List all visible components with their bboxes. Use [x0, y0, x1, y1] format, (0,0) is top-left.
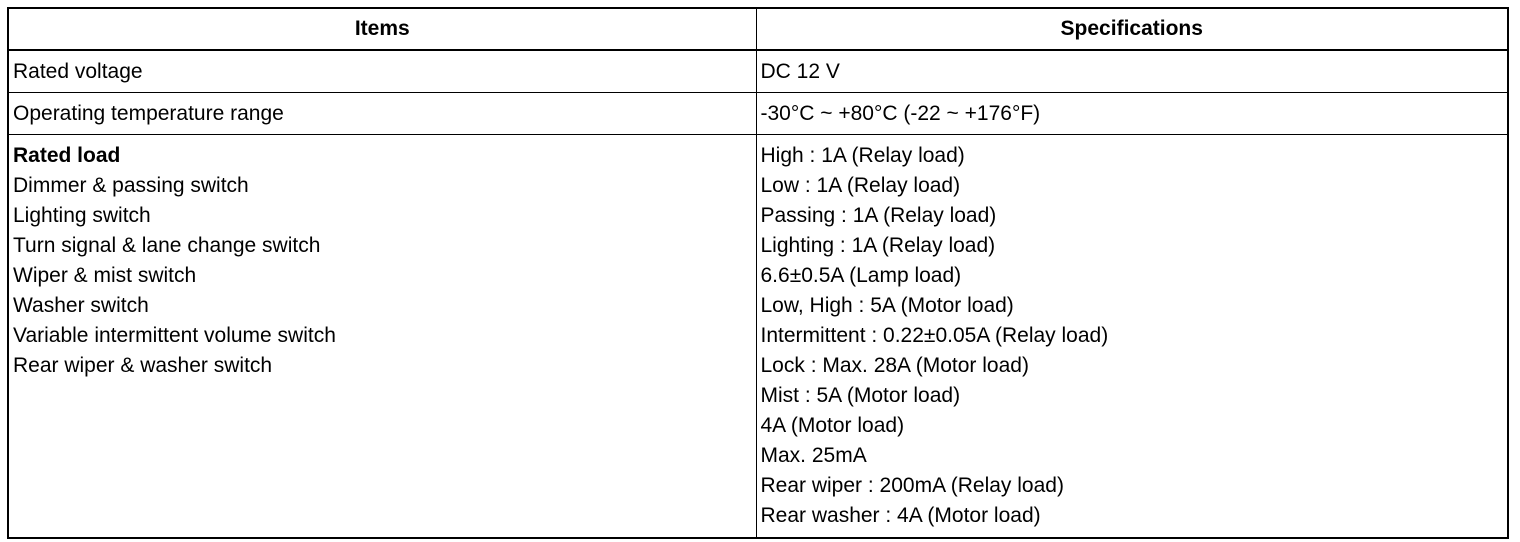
specifications-table [7, 7, 1509, 539]
rated-load-spec: Lighting : 1A (Relay load) [760, 234, 996, 257]
rated-load-item: Variable intermittent volume switch [13, 324, 336, 347]
rated-load-heading: Rated load [13, 144, 121, 167]
rated-load-item: Dimmer & passing switch [13, 174, 249, 197]
header-items: Items [8, 8, 756, 50]
rated-load-spec: Lock : Max. 28A (Motor load) [760, 354, 1029, 377]
rated-load-spec: Passing : 1A (Relay load) [760, 204, 997, 227]
rated-load-specs-cell [756, 135, 1508, 539]
item-cell: Operating temperature range [8, 93, 756, 135]
rated-load-item: Washer switch [13, 294, 149, 317]
header-row [8, 8, 1508, 50]
rated-load-item: Rear wiper & washer switch [13, 354, 273, 377]
spec-cell: DC 12 V [756, 50, 1508, 93]
spec-cell: -30°C ~ +80°C (-22 ~ +176°F) [756, 93, 1508, 135]
rated-load-spec: Intermittent : 0.22±0.05A (Relay load) [760, 324, 1109, 347]
rated-load-spec: Low : 1A (Relay load) [760, 174, 961, 197]
header-specifications: Specifications [756, 8, 1508, 50]
rated-load-items-cell [8, 135, 756, 539]
rated-load-spec: Rear wiper : 200mA (Relay load) [760, 474, 1064, 497]
rated-load-spec: High : 1A (Relay load) [760, 144, 965, 167]
table-row [8, 93, 1508, 135]
rated-load-spec: 4A (Motor load) [760, 414, 905, 437]
rated-load-spec: Low, High : 5A (Motor load) [760, 294, 1014, 317]
item-cell: Rated voltage [8, 50, 756, 93]
table-row [8, 50, 1508, 93]
rated-load-spec: Rear washer : 4A (Motor load) [760, 504, 1041, 527]
rated-load-row [8, 135, 1508, 539]
rated-load-item: Lighting switch [13, 204, 151, 227]
rated-load-spec: Max. 25mA [760, 444, 867, 467]
rated-load-item: Turn signal & lane change switch [13, 234, 321, 257]
rated-load-spec: Mist : 5A (Motor load) [760, 384, 961, 407]
rated-load-item: Wiper & mist switch [13, 264, 197, 287]
rated-load-spec: 6.6±0.5A (Lamp load) [760, 264, 962, 287]
